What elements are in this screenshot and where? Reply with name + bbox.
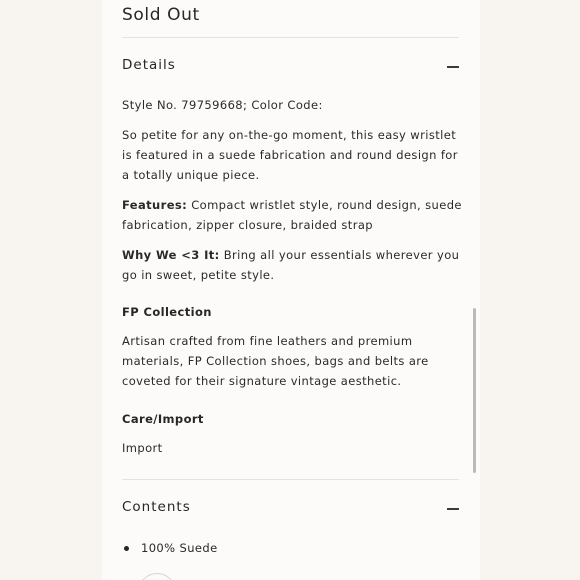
circle-icon [138, 573, 176, 580]
details-section-title: Details [122, 57, 176, 73]
scrollbar-thumb[interactable] [473, 308, 476, 473]
care-import-heading: Care/Import [122, 412, 204, 426]
divider [122, 479, 459, 480]
details-section-header[interactable] [122, 57, 459, 81]
bullet-dot-icon [124, 546, 129, 551]
collapse-minus-icon[interactable] [447, 508, 459, 510]
product-info-panel [102, 0, 480, 580]
collection-text: Artisan crafted from fine leathers and premium materials, FP Collection shoes, bags and belts are coveted for their signature vintage aesthetic. [122, 334, 429, 388]
product-description: So petite for any on-the-go moment, this easy wristlet is featured in a suede fabrication and round design for a totally unique piece. [122, 128, 458, 182]
availability-status: Sold Out [122, 5, 200, 25]
why-we-love-it-paragraph [122, 245, 462, 285]
contents-section-header[interactable] [122, 499, 459, 523]
collapse-minus-icon[interactable] [447, 66, 459, 68]
why-text: Bring all your essentials wherever you go in sweet, petite style. [122, 248, 460, 282]
style-number-line: Style No. 79759668; Color Code: [122, 98, 323, 112]
features-text: Compact wristlet style, round design, suede fabrication, zipper closure, braided strap [122, 198, 462, 232]
features-paragraph [122, 195, 462, 235]
contents-section-title: Contents [122, 499, 191, 515]
contents-item-text: 100% Suede [141, 541, 218, 555]
care-import-text: Import [122, 441, 163, 455]
divider [122, 37, 459, 38]
collection-heading: FP Collection [122, 305, 212, 319]
features-label: Features: [122, 198, 188, 212]
why-label: Why We <3 It: [122, 248, 220, 262]
